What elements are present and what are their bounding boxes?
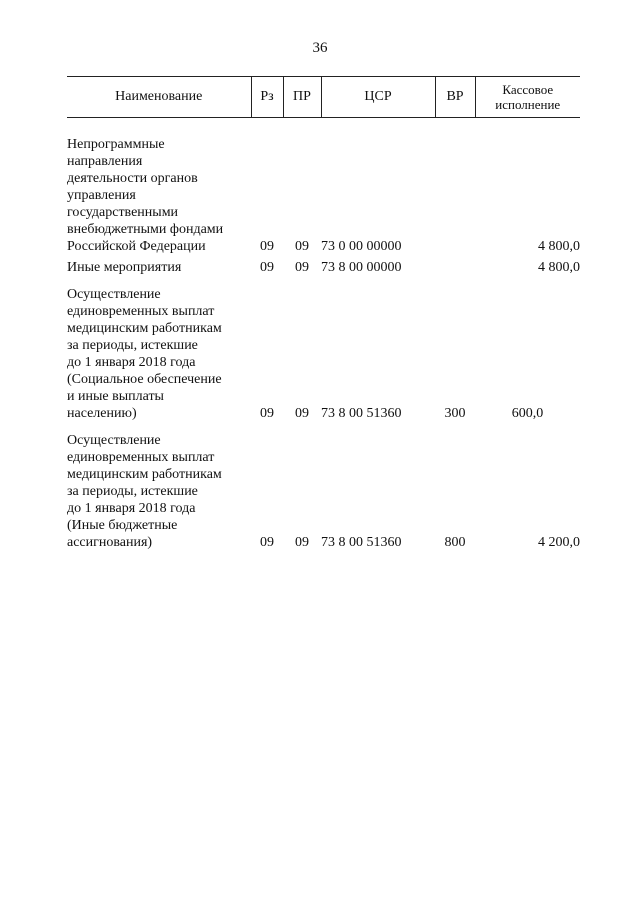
row-vr <box>435 259 475 280</box>
row-rz: 09 <box>260 260 274 275</box>
row-rz: 09 <box>260 406 274 421</box>
header-csr: ЦСР <box>321 77 435 118</box>
row-csr: 73 0 00 00000 <box>321 239 402 254</box>
header-vr: ВР <box>435 77 475 118</box>
row-pr: 09 <box>295 535 309 550</box>
name-line: направления <box>67 154 143 169</box>
row-pr: 09 <box>295 239 309 254</box>
table-row <box>67 280 580 426</box>
name-line: и иные выплаты <box>67 389 164 404</box>
name-line: за периоды, истекшие <box>67 338 198 353</box>
table-row <box>67 259 580 280</box>
header-cash-execution <box>475 77 580 118</box>
name-line: Непрограммные <box>67 137 165 152</box>
name-line: медицинским работникам <box>67 321 222 336</box>
name-line: (Иные бюджетные <box>67 518 178 533</box>
name-line: ассигнования) <box>67 535 153 550</box>
header-pr: ПР <box>283 77 321 118</box>
row-name <box>67 426 251 555</box>
row-cash: 4 800,0 <box>538 239 580 254</box>
table-row <box>67 118 580 260</box>
header-cash-line1: Кассовое <box>502 82 554 97</box>
row-vr: 300 <box>444 406 466 421</box>
name-line: управления <box>67 188 136 203</box>
row-csr: 73 8 00 51360 <box>321 535 402 550</box>
name-line: единовременных выплат <box>67 450 215 465</box>
name-line: (Социальное обеспечение <box>67 372 222 387</box>
name-line: Осуществление <box>67 433 161 448</box>
row-cash: 600,0 <box>511 406 544 421</box>
name-line: единовременных выплат <box>67 304 215 319</box>
row-vr: 800 <box>444 535 466 550</box>
name-line: Иные мероприятия <box>67 260 182 275</box>
name-line: Российской Федерации <box>67 239 206 254</box>
row-csr: 73 8 00 51360 <box>321 406 402 421</box>
name-line: внебюджетными фондами <box>67 222 224 237</box>
row-pr: 09 <box>295 260 309 275</box>
name-line: до 1 января 2018 года <box>67 501 196 516</box>
name-line: государственными <box>67 205 179 220</box>
table-header-row <box>67 77 580 118</box>
table-row <box>67 426 580 555</box>
budget-table <box>67 76 580 555</box>
row-rz: 09 <box>260 535 274 550</box>
row-pr: 09 <box>295 406 309 421</box>
name-line: до 1 января 2018 года <box>67 355 196 370</box>
row-csr: 73 8 00 00000 <box>321 260 402 275</box>
row-vr <box>435 118 475 260</box>
header-name: Наименование <box>67 77 251 118</box>
name-line: населению) <box>67 406 137 421</box>
name-line: медицинским работникам <box>67 467 222 482</box>
row-name <box>67 280 251 426</box>
name-line: Осуществление <box>67 287 161 302</box>
name-line: деятельности органов <box>67 171 198 186</box>
header-rz: Рз <box>251 77 283 118</box>
row-name <box>67 259 251 280</box>
header-cash-line2: исполнение <box>495 97 561 112</box>
row-cash: 4 200,0 <box>538 535 580 550</box>
name-line: за периоды, истекшие <box>67 484 198 499</box>
row-name <box>67 118 251 260</box>
row-rz: 09 <box>260 239 274 254</box>
row-cash: 4 800,0 <box>538 260 580 275</box>
page-number: 36 <box>312 40 328 56</box>
